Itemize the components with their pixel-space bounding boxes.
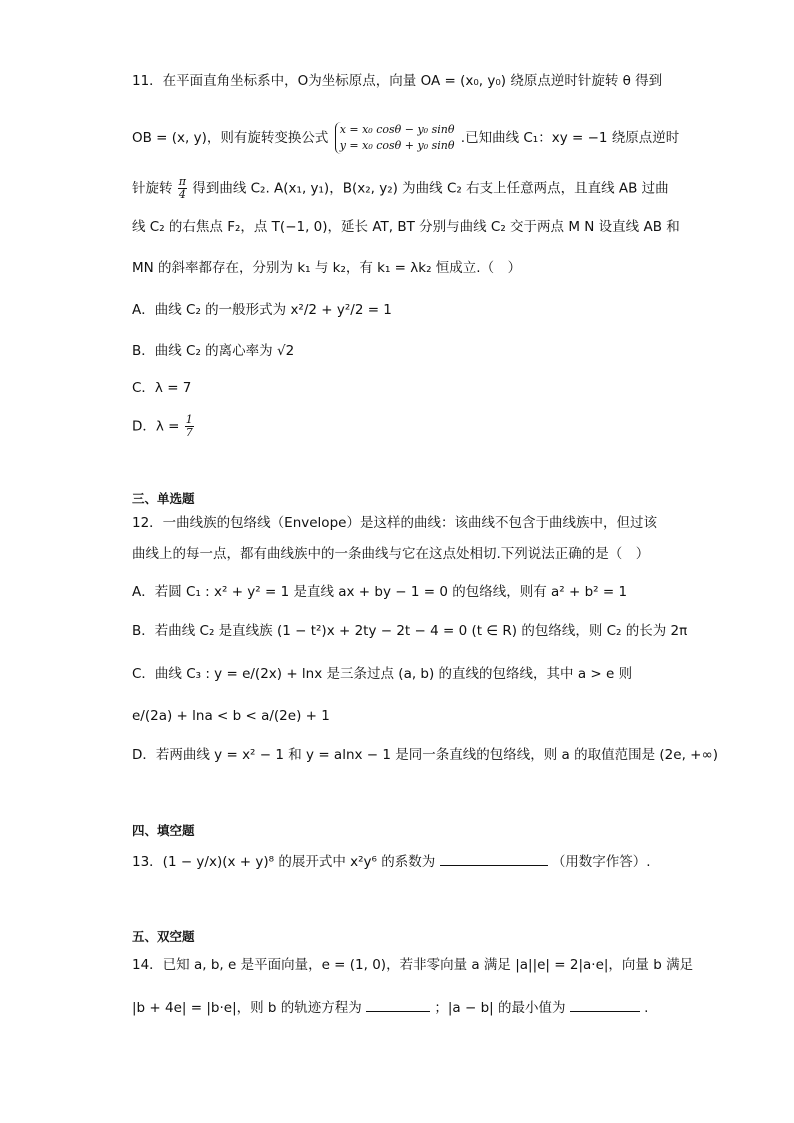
q13-text: 13．(1 − y/x)(x + y)⁸ 的展开式中 x²y⁶ 的系数为	[132, 854, 436, 870]
q12-option-b: B．若曲线 C₂ 是直线族 (1 − t²)x + 2ty − 2t − 4 = 0 (t ∈ R) 的包络线，则 C₂ 的长为 2π	[132, 623, 688, 639]
rotation-formula	[335, 122, 455, 154]
q11-line-3	[132, 176, 669, 201]
q12-option-a: A．若圆 C₁ : x² + y² = 1 是直线 ax + by − 1 = 0 的包络线，则有 a² + b² = 1	[132, 584, 628, 600]
fraction-numerator: π	[178, 175, 187, 188]
q11-line-3-post: 得到曲线 C₂. A(x₁, y₁)，B(x₂, y₂) 为曲线 C₂ 右支上任意两点，且直线 AB 过曲	[192, 180, 669, 197]
section-heading-single-choice: 三、单选题	[132, 491, 195, 506]
q11-line-2	[132, 122, 679, 154]
q14-line-2-mid: ；|a − b| 的最小值为	[434, 1000, 566, 1016]
q14-answer-blank-2[interactable]	[570, 997, 640, 1012]
q14-line-2-end: .	[644, 1000, 649, 1016]
q14-line-2	[132, 997, 648, 1018]
q12-option-c-line-2: e/(2a) + lna < b < a/(2e) + 1	[132, 708, 330, 724]
q11-line-2-pre: OB = (x, y)，则有旋转变换公式	[132, 130, 329, 146]
q12-option-c-line-1: C．曲线 C₃ : y = e/(2x) + lnx 是三条过点 (a, b) 的直线的包络线，其中 a > e 则	[132, 666, 633, 682]
q12-line-2: 曲线上的每一点，都有曲线族中的一条曲线与它在这点处相切.下列说法正确的是（ ）	[132, 546, 650, 562]
q14-answer-blank-1[interactable]	[366, 997, 430, 1012]
q14-line-1: 14．已知 a, b, e 是平面向量，e = (1, 0)，若非零向量 a 满足 |a||e| = 2|a·e|，向量 b 满足	[132, 957, 694, 973]
section-heading-fill-in: 四、填空题	[132, 823, 195, 838]
q11-line-4: 线 C₂ 的右焦点 F₂，点 T(−1, 0)，延长 AT, BT 分别与曲线 C₂ 交于两点 M N 设直线 AB 和	[132, 219, 680, 235]
q12-option-d: D．若两曲线 y = x² − 1 和 y = alnx − 1 是同一条直线的包络线，则 a 的取值范围是 (2e, +∞)	[132, 747, 718, 763]
one-seventh-fraction	[185, 414, 194, 439]
question-13	[132, 851, 651, 872]
rotation-formula-x: x = x₀ cosθ − y₀ sinθ	[339, 123, 455, 136]
fraction-denominator: 4	[178, 188, 186, 201]
q12-line-1: 12．一曲线族的包络线（Envelope）是这样的曲线：该曲线不包含于曲线族中，但过该	[132, 515, 657, 531]
fraction-denominator: 7	[185, 426, 193, 439]
q11-option-b: B．曲线 C₂ 的离心率为 √2	[132, 343, 295, 359]
q14-line-2-pre: |b + 4e| = |b·e|，则 b 的轨迹方程为	[132, 1000, 362, 1016]
section-heading-double-blank: 五、双空题	[132, 929, 195, 944]
q11-option-c: C．λ = 7	[132, 380, 192, 396]
q11-line-1: 11．在平面直角坐标系中，O为坐标原点，向量 OA = (x₀, y₀) 绕原点逆时针旋转 θ 得到	[132, 73, 663, 89]
q11-line-5: MN 的斜率都存在，分别为 k₁ 与 k₂，有 k₁ = λk₂ 恒成立.（ ）	[132, 260, 522, 276]
q11-option-d	[132, 414, 195, 439]
q13-answer-blank[interactable]	[440, 851, 548, 866]
rotation-formula-y: y = x₀ cosθ + y₀ sinθ	[339, 139, 455, 152]
q11-option-d-pre: D．λ =	[132, 418, 180, 435]
q11-line-2-post: .已知曲线 C₁：xy = −1 绕原点逆时	[460, 130, 680, 146]
fraction-numerator: 1	[185, 413, 193, 426]
q11-line-3-pre: 针旋转	[132, 180, 173, 197]
q13-suffix: （用数字作答）.	[551, 854, 651, 870]
pi-over-4-fraction	[178, 176, 187, 201]
q11-option-a: A．曲线 C₂ 的一般形式为 x²/2 + y²/2 = 1	[132, 302, 392, 318]
